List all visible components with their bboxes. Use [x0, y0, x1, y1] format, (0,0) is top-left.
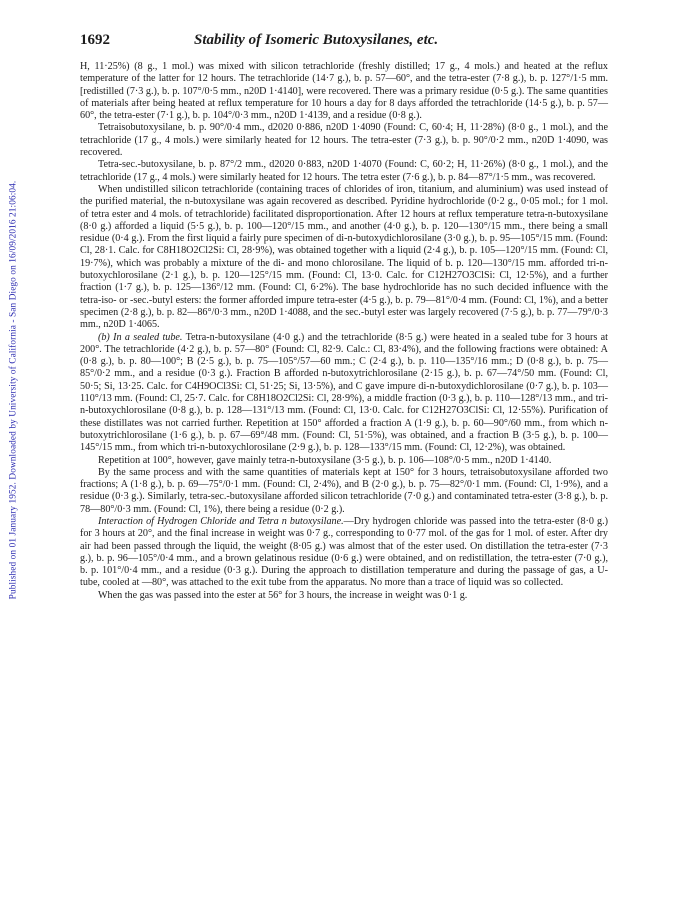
paragraph-text: H, 11·25%) (8 g., 1 mol.) was mixed with silicon tetrachloride (freshly distilled; 17 g., 4 mols.) and heated at the reflux temperature of the latter for 12 hours. The tetrachloride (14·7 g.), b. p. 57—60°, and the tetra-ester (7·8 g.), b. p. 127°/1·5 mm. [redistilled (7·3 g.), b. p. 107°/0·5 mm., n20D 1·4140], were recovered. There was a primary residue (0·5 g.). The same quantities of materials after being heated at reflux temperature for 10 hours a day for 8 days afforded the tetrachloride (14·5 g.), b. p. 57—60°, the tetra-ester (7·1 g.), b. p. 104°/0·3 mm., n20D 1·4139, and a residue (0·8 g.).: [80, 61, 608, 122]
paragraph-text: Tetraisobutoxysilane, b. p. 90°/0·4 mm., d2020 0·886, n20D 1·4090 (Found: C, 60·4; H, 11·28%) (8·0 g., 1 mol.), and the tetrachloride (17 g., 4 mols.) were similarly heated for 12 hours. The tetra-ester (7·3 g.), b. p. 90°/0·2 mm., n20D 1·4090, was recovered.: [80, 122, 608, 159]
body-paragraph: [80, 332, 608, 455]
body-paragraph: [80, 159, 608, 184]
paragraph-text: When undistilled silicon tetrachloride (containing traces of chlorides of iron, titanium, and aluminium) was used instead of the purified material, the n-butoxysilane was again recovered as described. Pyridine hydrochloride (0·2 g., 0·05 mol.; for 1 mol. of tetra ester and 4 mols. of tetrachloride) facilitated disproportionation. After 12 hours at reflux temperature tetra-n-butoxysilane (8·0 g.) afforded a liquid (5·5 g.), b. p. 100—120°/15 mm., and another (4·0 g.), b. p. 120—130°/15 mm., there being a small residue (0·4 g.). From the first liquid a fairly pure specimen of di-n-butoxydichlorosilane (3·0 g.), b. p. 95—105°/15 mm. (Found: Cl, 28·1. Calc. for C8H18O2Cl2Si: Cl, 28·9%), was obtained together with a liquid (2·4 g.), b. p. 105—120°/15 mm. (Found: Cl, 19·7%), which was probably a mixture of the di- and mono chlorosilane. The liquid of b. p. 120—130°/15 mm. afforded tri-n-butoxychlorosilane (2·1 g.), b. p. 120—125°/15 mm. (Found: Cl, 13·0. Calc. for C12H27O3ClSi: Cl, 12·5%), and a further fraction (1·7 g.), b. p. 125—136°/12 mm. (Found: Cl, 6·2%). The base hydrochloride has no such decided influence with the tetra-iso- or -sec.-butyl esters: the former afforded impure tetra-ester (4·5 g.), b. p. 79—81°/0·4 mm. (Found: Cl, 1%), and a better specimen (2·8 g.), b. p. 82—86°/0·3 mm., n20D 1·4088, and the sec.-butyl ester was largely recovered (7·5 g.), b. p. 77—79°/0·3 mm., n20D 1·4065.: [80, 183, 608, 331]
download-notice-text: Published on 01 January 1952. Downloaded by University of California - San Diego on 16/09/2016 21:06:04.: [8, 180, 19, 600]
running-title: Stability of Isomeric Butoxysilanes, etc.: [194, 32, 439, 48]
paragraph-lead: Interaction of Hydrogen Chloride and Tetra n butoxysilane.: [98, 515, 344, 527]
paragraph-text: —Dry hydrogen chloride was passed into the tetra-ester (8·0 g.) for 3 hours at 20°, and the final increase in weight was 0·7 g., corresponding to 0·77 mol. of the gas for 1 mol. of ester. After dry air had been passed through the liquid, the weight (8·05 g.) was almost that of the ester used. On distillation the tetra-ester (7·3 g.), b. p. 96—105°/0·4 mm., and a brown gelatinous residue (0·6 g.) were obtained, and on redistillation, the tetra-ester (7·0 g.), b. p. 101°/0·4 mm., and a residue (0·3 g.). During the approach to distillation temperature and during the passage of gas, a U-tube, cooled at —80°, was attached to the exit tube from the apparatus. No more than a trace of liquid was so collected.: [80, 515, 609, 589]
body-paragraph: [80, 516, 608, 590]
paragraph-text: When the gas was passed into the ester at 56° for 3 hours, the increase in weight was 0·1 g.: [98, 589, 468, 601]
running-header: [80, 32, 608, 56]
body-paragraph: [80, 61, 608, 122]
paragraph-text: Tetra-n-butoxysilane (4·0 g.) and the tetrachloride (8·5 g.) were heated in a sealed tube for 3 hours at 200°. The tetrachloride (4·2 g.), b. p. 57—80° (Found: Cl, 82·9. Calc.: Cl, 83·4%), and the following fractions were obtained: A (0·8 g.), b. p. 80—100°; B (2·5 g.), b. p. 75—105°/57—60 mm.; C (2·4 g.), b. p. 110—135°/16 mm.; D (0·8 g.), b. p. 75—85°/0·2 mm., and a residue (0·3 g.). Fraction B afforded n-butoxytrichlorosilane (2·15 g.), b. p. 67—74°/50 mm. (Found: Cl, 50·5; Si, 13·25. Calc. for C4H9OCl3Si: Cl, 51·25; Si, 13·5%), and C gave impure di-n-butoxydichlorosilane (0·7 g.), b. p. 103—110°/13 mm. (Found: Cl, 25·7. Calc. for C8H18O2Cl2Si: Cl, 28·9%), a middle fraction (0·3 g.), b. p. 110—128°/13 mm., and tri-n-butoxychlorosilane (0·8 g.), b. p. 128—131°/13 mm. (Found: Cl, 13·0. Calc. for C12H27O3ClSi: Cl, 12·55%). Purification of these distillates was not carried further. Repetition at 150° afforded a fraction A (1·9 g.), b. p. 60—90°/60 mm., from which n-butoxytrichlorosilane (1·6 g.), b. p. 67—69°/48 mm. (Found: Cl, 51·5%), was obtained, and a fraction B (3·5 g.), b. p. 100—145°/15 mm., from which tri-n-butoxychlorosilane (2·9 g.), b. p. 128—133°/15 mm. (Found: Cl, 12·2%), was obtained.: [80, 331, 608, 454]
body-paragraph: [80, 467, 608, 516]
journal-page: [80, 32, 608, 902]
body-paragraph: [80, 590, 608, 602]
body-paragraph: [80, 122, 608, 159]
body-paragraph: [80, 184, 608, 332]
paragraph-text: Repetition at 100°, however, gave mainly tetra-n-butoxysilane (3·5 g.), b. p. 106—108°/0·5 mm., n20D 1·4140.: [98, 454, 552, 466]
download-notice: [0, 110, 26, 670]
article-body: [80, 61, 608, 602]
paragraph-lead: (b) In a sealed tube.: [98, 331, 183, 343]
paragraph-text: By the same process and with the same quantities of materials kept at 150° for 3 hours, tetraisobutoxysilane afforded two fractions; A (1·8 g.), b. p. 69—75°/0·1 mm. (Found: Cl, 2·4%), and B (2·0 g.), b. p. 75—82°/0·1 mm. (Found: Cl, 1·9%), and a residue (0·3 g.). Similarly, tetra-sec.-butoxysilane afforded silicon tetrachloride (7·0 g.) and contaminated tetra-ester (3·8 g.), b. p. 78—80°/0·3 mm. (Found: Cl, 1%), there being a residue (0·2 g.).: [80, 466, 608, 515]
body-paragraph: [80, 455, 608, 467]
page-number: 1692: [80, 32, 110, 48]
paragraph-text: Tetra-sec.-butoxysilane, b. p. 87°/2 mm., d2020 0·883, n20D 1·4070 (Found: C, 60·2; H, 11·26%) (8·0 g., 1 mol.), and the tetrachloride (17 g., 4 mols.) were similarly heated for 12 hours. The tetra ester (7·6 g.), b. p. 84—87°/1·5 mm., was recovered.: [80, 159, 608, 183]
